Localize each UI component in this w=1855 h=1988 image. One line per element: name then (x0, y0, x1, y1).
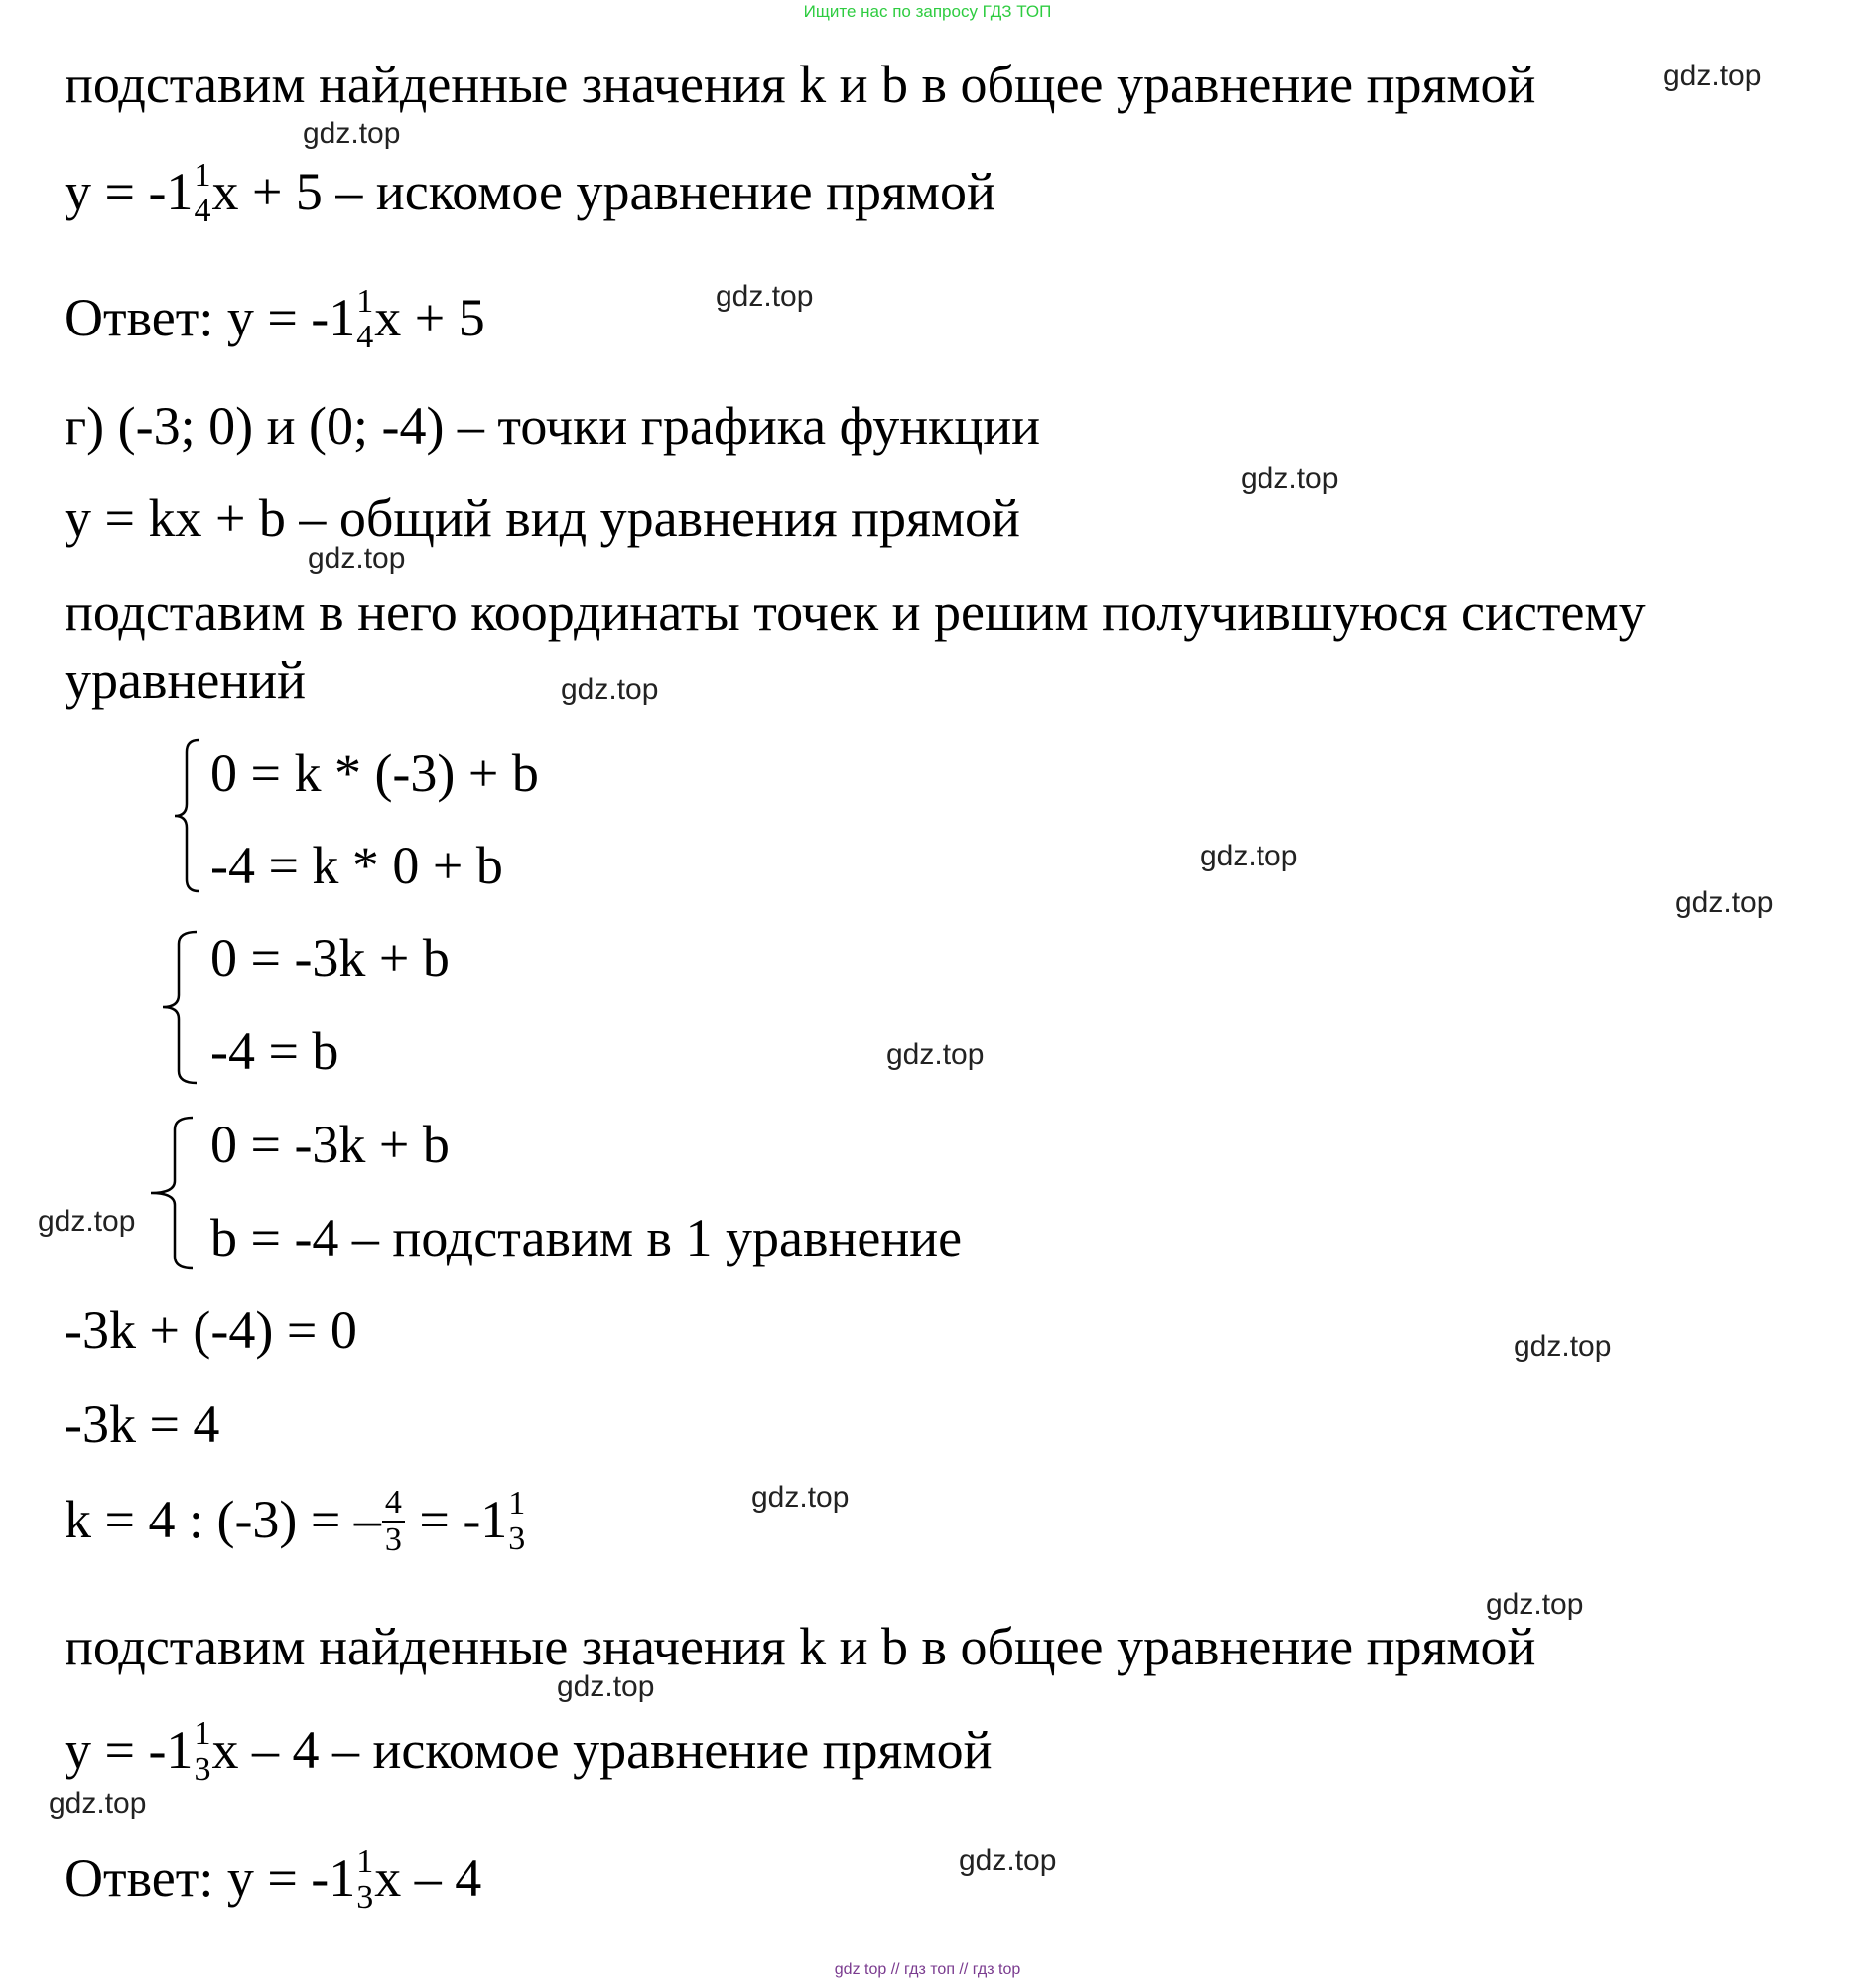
watermark: gdz.top (959, 1844, 1057, 1877)
fraction-denominator: 3 (384, 1521, 402, 1558)
system-3-eq-2: b = -4 – подставим в 1 уравнение (210, 1208, 963, 1267)
text-line-4: г) (-3; 0) и (0; -4) – точки графика функции (65, 396, 1041, 456)
watermark: gdz.top (716, 280, 814, 313)
watermark: gdz.top (1514, 1330, 1612, 1363)
fraction-denominator: 4 (356, 318, 374, 355)
system-1-eq-1: 0 = k * (-3) + b (210, 743, 539, 803)
watermark: gdz.top (303, 117, 401, 150)
text-line-10 (65, 1484, 526, 1561)
brace-system-1 (169, 736, 208, 895)
fraction (508, 1486, 525, 1556)
fraction-denominator: 3 (356, 1878, 374, 1916)
watermark: gdz.top (308, 542, 406, 575)
fraction (194, 1716, 210, 1787)
fraction (194, 158, 210, 228)
equation-part: Ответ: y = -1 (65, 288, 356, 348)
equation-part: Ответ: y = -1 (65, 1848, 356, 1909)
fraction-numerator: 1 (356, 283, 374, 320)
text-line-5: y = kx + b – общий вид уравнения прямой (65, 488, 1020, 548)
fraction-denominator: 4 (194, 192, 211, 229)
fraction-numerator: 1 (194, 1715, 211, 1752)
watermark: gdz.top (561, 673, 659, 706)
watermark: gdz.top (49, 1788, 147, 1820)
text-line-9: -3k = 4 (65, 1394, 220, 1454)
watermark: gdz.top (1675, 886, 1774, 919)
text-line-2 (65, 157, 995, 232)
equation-part: y = -1 (65, 1720, 194, 1781)
fraction-numerator: 1 (508, 1485, 526, 1522)
system-2-eq-2: -4 = b (210, 1021, 339, 1081)
fraction-denominator: 3 (194, 1750, 211, 1788)
equation-part: x + 5 – искомое уравнение прямой (211, 162, 995, 222)
watermark: gdz.top (557, 1670, 655, 1703)
fraction-numerator: 1 (194, 157, 211, 194)
equation-part: k = 4 : (-3) = – (65, 1490, 381, 1550)
text-line-12 (65, 1715, 993, 1790)
equation-part: x – 4 – искомое уравнение прямой (211, 1720, 993, 1781)
answer-line-1 (65, 283, 485, 358)
fraction-denominator: 3 (508, 1520, 526, 1557)
equation-part: y = -1 (65, 162, 194, 222)
equation-part: = -1 (419, 1490, 508, 1550)
fraction (356, 284, 373, 354)
bottom-banner: gdz top // гдз топ // гдз top (834, 1961, 1021, 1978)
watermark: gdz.top (1663, 60, 1762, 92)
answer-line-2 (65, 1843, 482, 1919)
watermark: gdz.top (751, 1481, 850, 1514)
system-3-eq-1: 0 = -3k + b (210, 1115, 450, 1174)
equation-part: x + 5 (374, 288, 485, 348)
equation-part: x – 4 (374, 1848, 482, 1909)
text-line-11: подставим найденные значения k и b в общее уравнение прямой (65, 1617, 1536, 1676)
fraction-numerator: 4 (382, 1485, 405, 1523)
text-line-6: подставим в него координаты точек и решим получившуюся систему (65, 583, 1646, 642)
system-1-eq-2: -4 = k * 0 + b (210, 836, 503, 895)
top-banner: Ищите нас по запросу ГДЗ ТОП (803, 2, 1052, 21)
watermark: gdz.top (38, 1205, 136, 1238)
fraction (356, 1844, 373, 1915)
fraction (382, 1485, 405, 1557)
text-line-8: -3k + (-4) = 0 (65, 1300, 357, 1360)
watermark: gdz.top (886, 1038, 985, 1071)
watermark: gdz.top (1241, 463, 1339, 495)
fraction-numerator: 1 (356, 1843, 374, 1880)
system-2-eq-1: 0 = -3k + b (210, 928, 450, 988)
watermark: gdz.top (1486, 1588, 1584, 1621)
watermark: gdz.top (1200, 840, 1298, 872)
text-line-1: подставим найденные значения k и b в общее уравнение прямой (65, 55, 1536, 114)
brace-system-2 (159, 928, 199, 1087)
text-line-7: уравнений (65, 650, 307, 710)
brace-system-3 (147, 1114, 197, 1272)
